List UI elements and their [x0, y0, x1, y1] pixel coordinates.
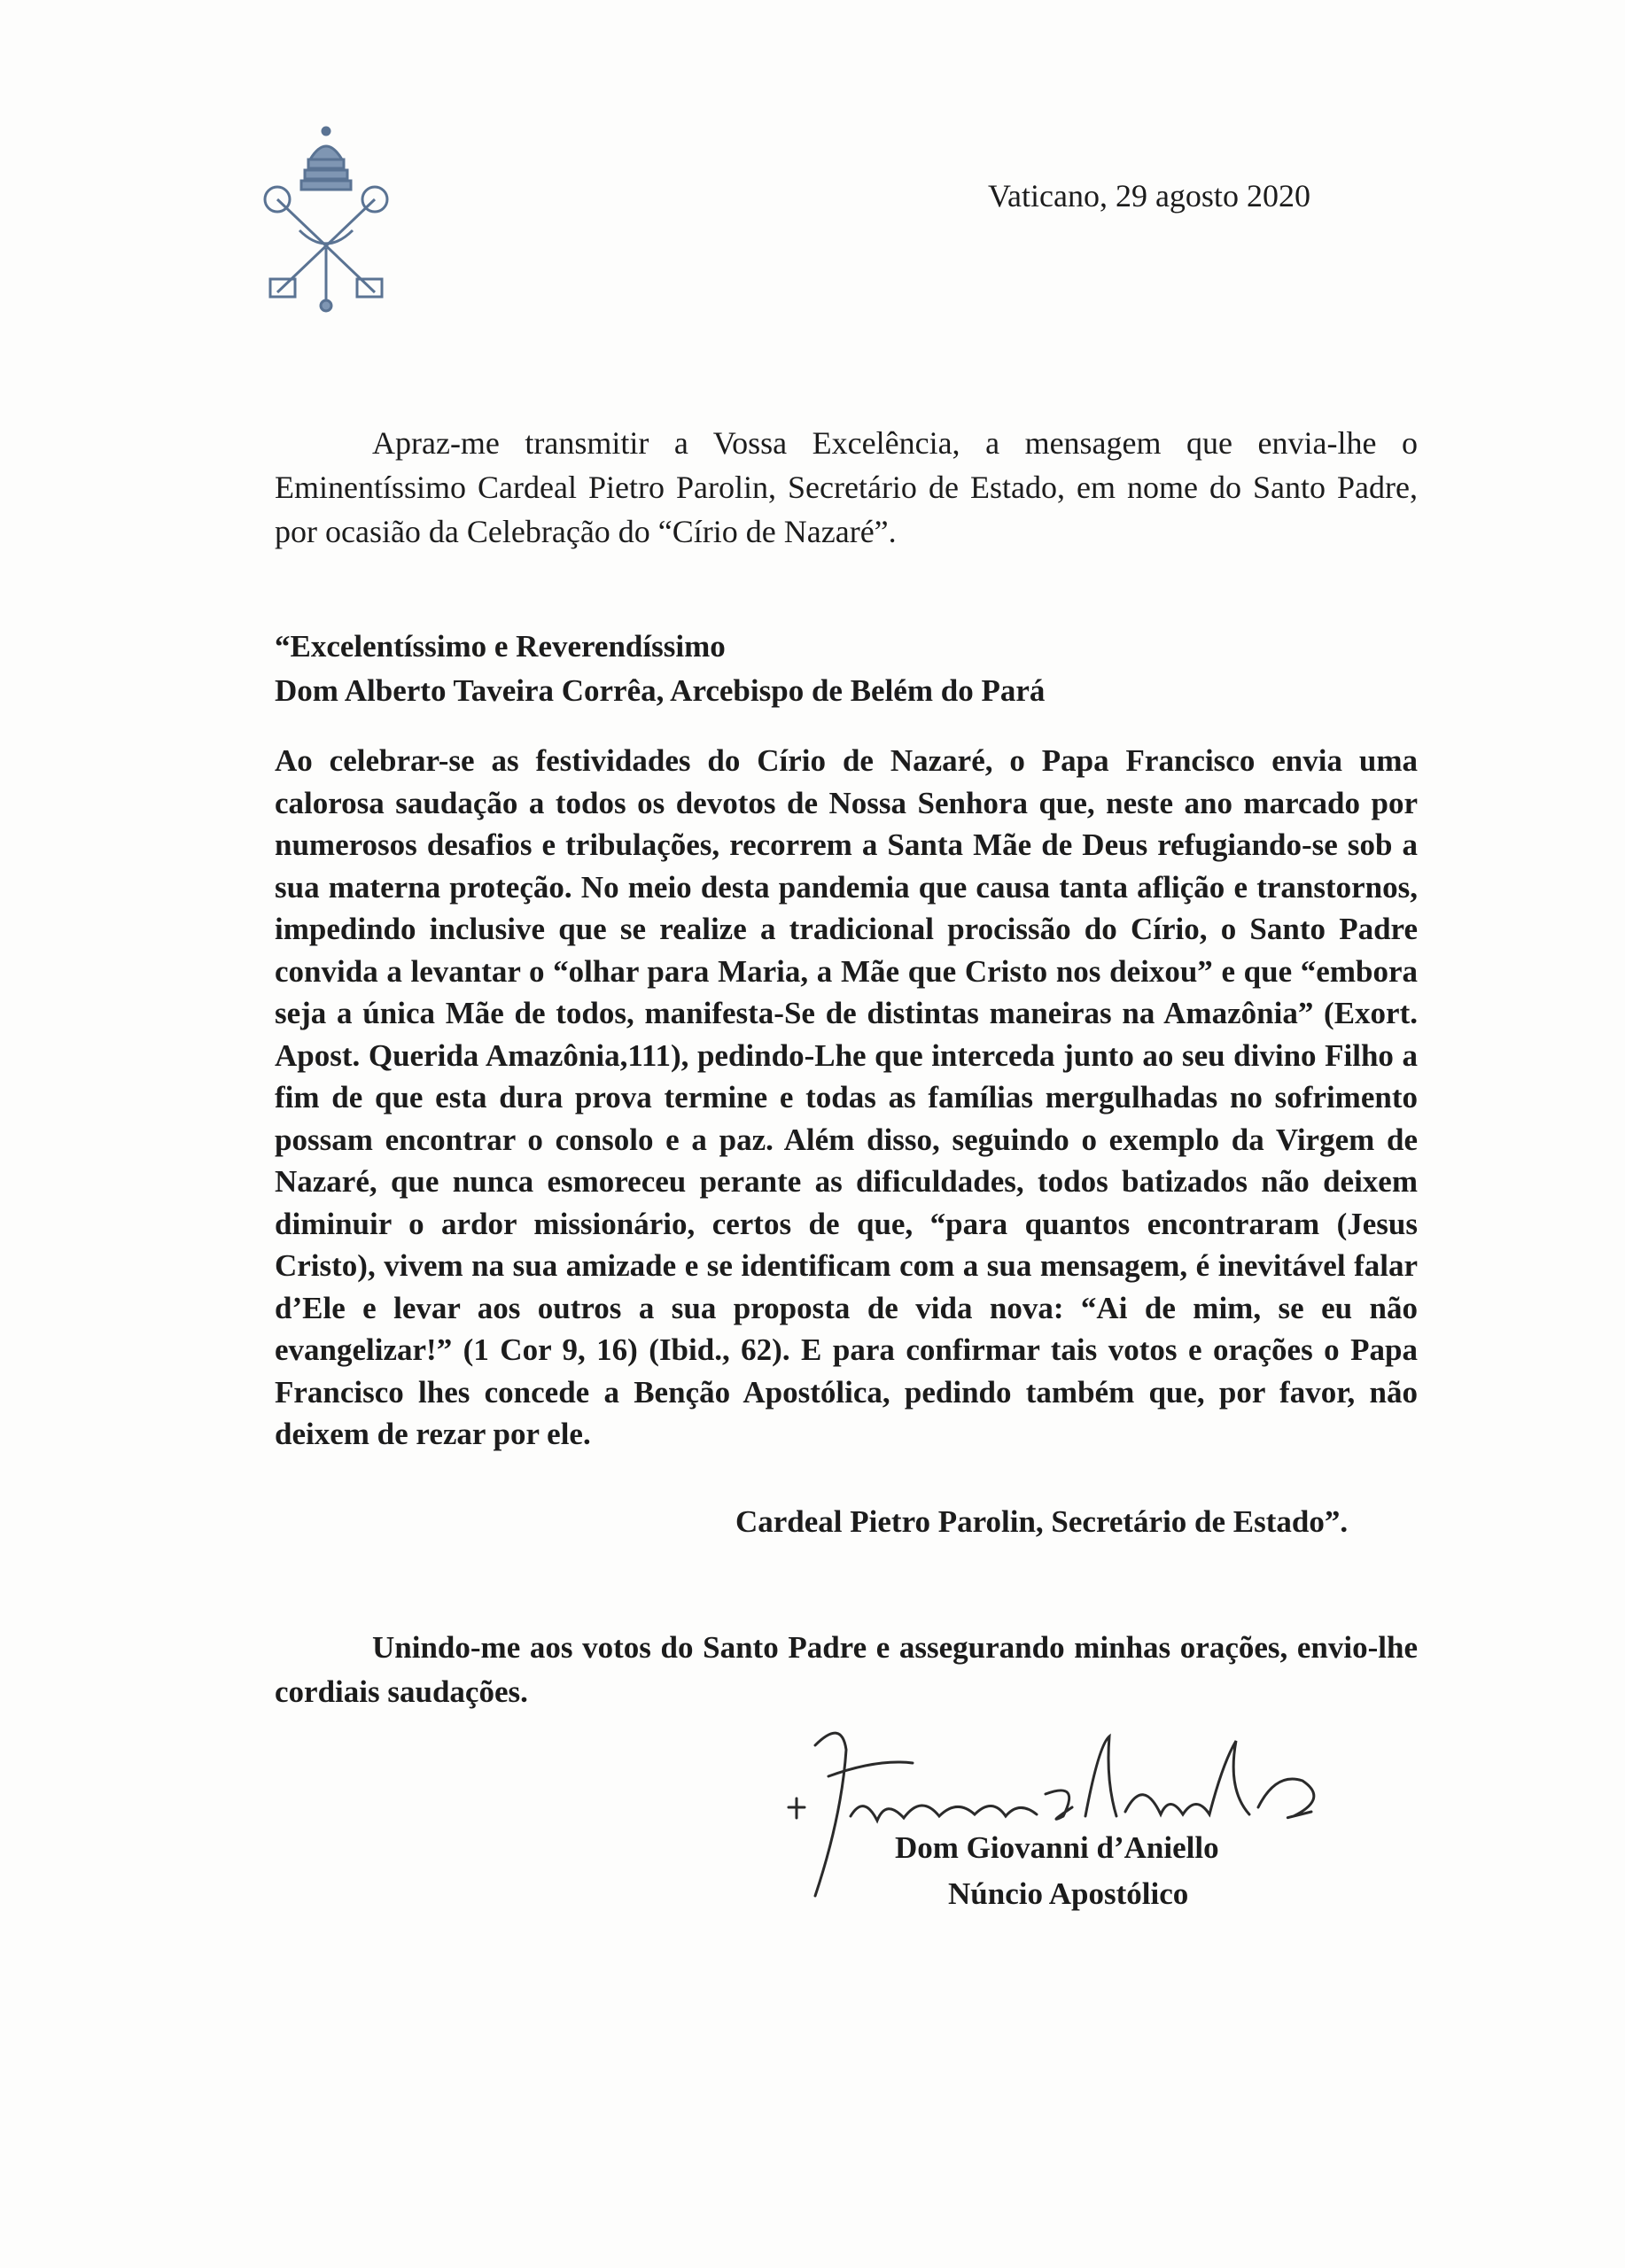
addressee-salutation: “Excelentíssimo e Reverendíssimo [275, 629, 726, 664]
signer-block [895, 1825, 1219, 1917]
letter-date: Vaticano, 29 agosto 2020 [988, 178, 1310, 214]
message-paragraph: Ao celebrar-se as festividades do Círio de Nazaré, o Papa Francisco envia uma calorosa saudação a todos os devotos de Nossa Senhora que, neste ano marcado por numerosos desafios e tribulações, recorrem a Santa Mãe de Deus refugiando-se sob a sua materna proteção. No meio desta pandemia que causa tanta aflição e transtornos, impedindo inclusive que se realize a tradicional procissão do Círio, o Santo Padre convida a levantar o “olhar para Maria, a Mãe que Cristo nos deixou” e que “embora seja a única Mãe de todos, manifesta-Se de distintas maneiras na Amazônia” (Exort. Apost. Querida Amazônia,111), pedindo-Lhe que interceda junto ao seu divino Filho a fim de que esta dura prova termine e todas as famílias mergulhadas no sofrimento possam encontrar o consolo e a paz. Além disso, seguindo o exemplo da Virgem de Nazaré, que nunca esmoreceu perante as dificuldades, todos batizados não deixem diminuir o ardor missionário, certos de que, “para quantos encontraram (Jesus Cristo), vivem na sua amizade e se identificam com a sua mensagem, é inevitável falar d’Ele e levar aos outros a sua proposta de vida nova: “Ai de mim, se eu não evangelizar!” (1 Cor 9, 16) (Ibid., 62). E para confirmar tais votos e orações o Papa Francisco lhes concede a Benção Apostólica, pedindo também que, por favor, não deixem de rezar por ele. [275, 743, 1418, 1451]
nunciature-seal [193, 124, 459, 346]
signer-name: Dom Giovanni d’Aniello [895, 1830, 1219, 1865]
addressee-block [275, 625, 1045, 713]
closing-paragraph: Unindo-me aos votos do Santo Padre e assegurando minhas orações, envio-lhe cordiais saudações. [275, 1630, 1418, 1709]
addressee-name: Dom Alberto Taveira Corrêa, Arcebispo de Belém do Pará [275, 673, 1046, 708]
intro-paragraph: Apraz-me transmitir a Vossa Excelência, a mensagem que envia-lhe o Eminentíssimo Cardeal Pietro Parolin, Secretário de Estado, em nome do Santo Padre, por ocasião da Celebração do “Círio de Nazaré”. [275, 425, 1418, 549]
signer-title: Núncio Apostólico [948, 1876, 1189, 1911]
message-sender: Cardeal Pietro Parolin, Secretário de Estado”. [735, 1504, 1349, 1539]
papal-keys-emblem-icon [193, 124, 459, 346]
